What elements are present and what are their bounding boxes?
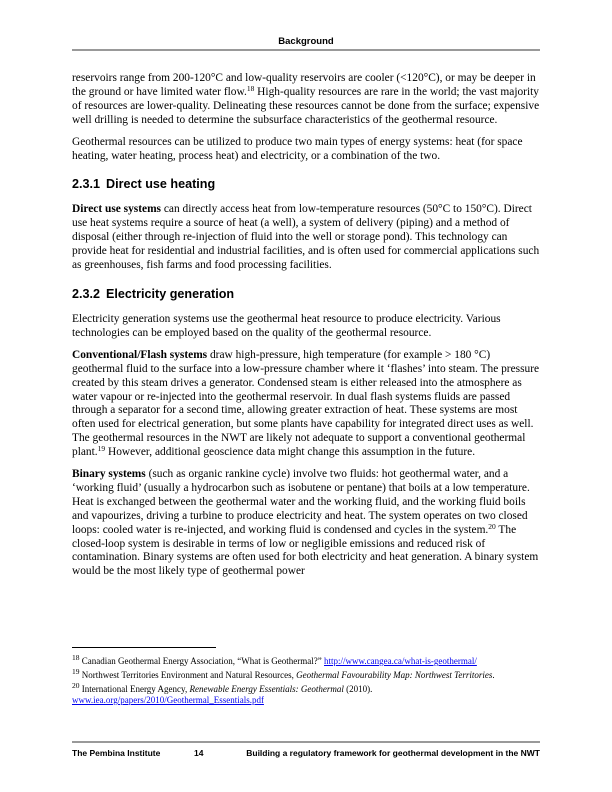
footnote-number: 19 [72,667,80,676]
intro-paragraph-1 [72,72,540,128]
direct-use-text: can directly access heat from low-temperature resources (50°C to 150°C). Direct use heat systems require a source of heat (a well), a system of delivery (piping) and a method of disposal (either through re-injection of fluid into the well or storage pond). This technology can provide heat for residential and industrial facilities, and is often used for commercial applications such as greenhouses, fish farms and food processing facilities. [72,203,540,272]
intro-p1-text-b: High-quality resources are rare in the world; the vast majority of resources are lower-quality. Delineating these resources cannot be done from the surface; expensive well drilling is needed to determine the subsurface characteristics of the geothermal resource. [72,85,540,126]
term-flash-systems: Conventional/Flash systems [72,348,208,361]
footnote-end: . [492,670,495,680]
footer-organization: The Pembina Institute [72,748,161,758]
intro-p1-text-a: reservoirs range from 200-120°C and low-quality reservoirs are cooler (<120°C), or may be deeper in the ground or have limited water flow. [72,72,536,98]
binary-text-b: The closed-loop system is desirable in terms of low or negligible emissions and reduced risk of contamination. Binary systems are often used for both electricity and heat generation. A binary system would be the most likely type of geothermal power [72,523,539,578]
term-direct-use-systems: Direct use systems [72,203,161,216]
page-header-title: Background [278,36,334,47]
flash-text-a: draw high-pressure, high temperature (for example > 180 °C) geothermal fluid to the surface into a low-pressure chamber where it ‘flashes’ into steam. The pressure created by this steam drives a generator. Condensed steam is either released into the atmosphere as water vapour or re-injected into the geothermal reservoir. In dual flash systems fluids are passed through a separator for a second time, allowing greater extraction of heat. These systems are most often used for electrical generation, but some plants have capability for integrated direct uses as well. The geothermal resources in the NWT are likely not adequate to support a conventional geothermal plant. [72,348,540,459]
binary-systems-paragraph [72,468,540,579]
footnote-number: 20 [72,681,80,690]
footnote-20 [72,681,540,706]
footnote-ref-19[interactable]: 19 [97,444,106,454]
footer-document-title: Building a regulatory framework for geothermal development in the NWT [246,748,540,758]
electricity-paragraph-1: Electricity generation systems use the geothermal heat resource to produce electricity. Various technologies can be employed based on the quality of the geothermal resource. [72,312,501,339]
footnotes [72,653,540,709]
footer-divider [72,741,540,743]
footnote-divider [72,647,216,648]
footnote-text: Northwest Territories Environment and Natural Resources, [79,670,297,680]
intro-paragraph-2: Geothermal resources can be utilized to produce two main types of energy systems: heat (for space heating, water heating, process heat) and electricity, or a combination of the two. [72,135,523,162]
footnote-link-iea[interactable]: www.iea.org/papers/2010/Geothermal_Essentials.pdf [72,695,264,705]
section-heading-direct-use [72,177,540,192]
footnote-number: 18 [72,653,80,662]
section-title: Electricity generation [106,286,235,301]
section-title: Direct use heating [106,177,216,192]
header-divider [72,49,540,51]
term-binary-systems: Binary systems [72,468,146,481]
direct-use-paragraph [72,203,540,273]
footnote-18 [72,653,540,667]
flash-systems-paragraph [72,349,540,460]
section-number: 2.3.1 [72,177,101,192]
footnote-ref-18[interactable]: 18 [246,83,255,93]
footnote-text: Canadian Geothermal Energy Association, “What is Geothermal?” [79,656,325,666]
page-body [72,72,540,587]
footnote-text: International Energy Agency, [79,684,190,694]
flash-text-b: However, additional geoscience data might change this assumption in the future. [105,446,476,459]
binary-text-a: (such as organic rankine cycle) involve two fluids: hot geothermal water, and a ‘working fluid’ (usually a hydrocarbon such as isobutene or pentane) that boils at a low temperature. Heat is exchanged between the geothermal water and the working fluid, and the working fluid boils and vapourizes, driving a turbine to produce electricity and heat. The system operates on two closed loops: cooled water is re-injected, and working fluid is condensed and cycles in the system. [72,468,530,536]
section-heading-electricity [72,287,540,302]
footnote-text-b: (2010). [343,684,373,694]
footnote-ref-20[interactable]: 20 [488,521,496,531]
footnote-source-title: Geothermal Favourability Map: Northwest Territories [296,670,493,680]
page-number: 14 [194,748,204,758]
footnote-link-cangea[interactable]: http://www.cangea.ca/what-is-geothermal/ [324,656,477,666]
section-number: 2.3.2 [72,286,101,301]
footnote-source-title: Renewable Energy Essentials: Geothermal [189,684,344,694]
footnote-19 [72,667,540,681]
